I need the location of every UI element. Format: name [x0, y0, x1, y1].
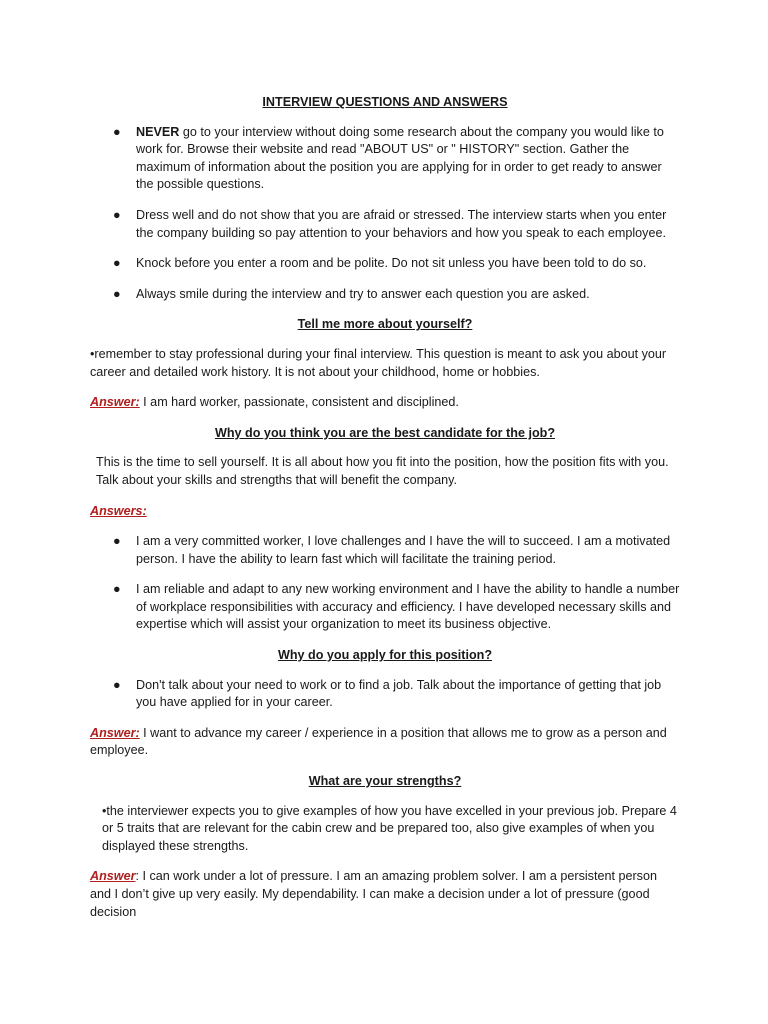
list-item [90, 207, 680, 242]
answer-label: Answers: [90, 503, 147, 518]
bullet-icon: ● [113, 286, 121, 301]
answer-label: Answer: [90, 395, 140, 410]
question-heading: Tell me more about yourself? [297, 317, 473, 332]
list-item [90, 677, 680, 712]
answers-bullet-list [90, 533, 680, 634]
list-item-text: I am a very committed worker, I love challenges and I have the will to succeed. I am a motivated person. I have the ability to learn fast which will facilitate the training period. [136, 534, 671, 566]
answer-paragraph [90, 725, 680, 760]
answer-label: Answer: [90, 725, 140, 740]
list-item-text: Dress well and do not show that you are afraid or stressed. The interview starts when you enter the company building so pay attention to your behaviors and how you speak to each employee. [136, 207, 667, 240]
bullet-icon: ● [113, 256, 121, 271]
intro-bullet-list [90, 124, 680, 304]
bullet-icon: ● [113, 534, 121, 549]
list-item-text: Don't talk about your need to work or to find a job. Talk about the importance of getting that job you have applied for in your career. [136, 677, 662, 710]
list-item [90, 533, 680, 568]
bullet-icon: ● [113, 207, 121, 222]
emphasis-text: NEVER [136, 124, 180, 139]
answer-text: I am hard worker, passionate, consistent and disciplined. [139, 395, 459, 410]
answer-label: Answer [90, 869, 136, 884]
question-heading: Why do you think you are the best candidate for the job? [214, 425, 556, 440]
question-note: •the interviewer expects you to give examples of how you have excelled in your previous job. Prepare 4 or 5 traits that are relevant for the cabin crew and be prepared too, also give examples of when you displayed these strengths. [102, 803, 677, 853]
list-item [90, 255, 680, 273]
answer-text: : I can work under a lot of pressure. I am an amazing problem solver. I am a persistent person and I don’t give up very easily. My dependability. I can make a decision under a lot of pressure (good decision [90, 869, 657, 919]
list-item-text: Knock before you enter a room and be polite. Do not sit unless you have been told to do so. [136, 256, 647, 271]
document-title: INTERVIEW QUESTIONS AND ANSWERS [262, 95, 508, 109]
answer-paragraph [90, 503, 680, 521]
question-note: •remember to stay professional during your final interview. This question is meant to ask you about your career and detailed work history. It is not about your childhood, home or hobbies. [90, 346, 667, 379]
question-heading: What are your strengths? [308, 774, 462, 789]
answer-paragraph [90, 868, 680, 921]
bullet-icon: ● [113, 124, 121, 139]
question-note: This is the time to sell yourself. It is all about how you fit into the position, how the position fits with you. Talk about your skills and strengths that will benefit the company. [96, 455, 669, 487]
tips-bullet-list [90, 677, 680, 712]
bullet-icon: ● [113, 582, 121, 597]
question-heading: Why do you apply for this position? [277, 648, 493, 663]
bullet-icon: ● [113, 677, 121, 692]
list-item [90, 581, 680, 634]
list-item-text: I am reliable and adapt to any new working environment and I have the ability to handle a number of workplace responsibilities with accuracy and efficiency. I have developed necessary skills and expertise which will assist your organization to meet its business objective. [136, 582, 680, 632]
list-item-text: go to your interview without doing some research about the company you would like to work for. Browse their website and read "ABOUT US" or " HISTORY" section. Gather the maximum of information about the position you are applying for in order to get ready to answer the possible questions. [136, 124, 664, 192]
list-item [90, 286, 680, 304]
answer-paragraph [90, 394, 680, 412]
list-item [90, 124, 680, 194]
answer-text: I want to advance my career / experience in a position that allows me to grow as a person and employee. [90, 725, 667, 758]
list-item-text: Always smile during the interview and try to answer each question you are asked. [136, 286, 590, 301]
